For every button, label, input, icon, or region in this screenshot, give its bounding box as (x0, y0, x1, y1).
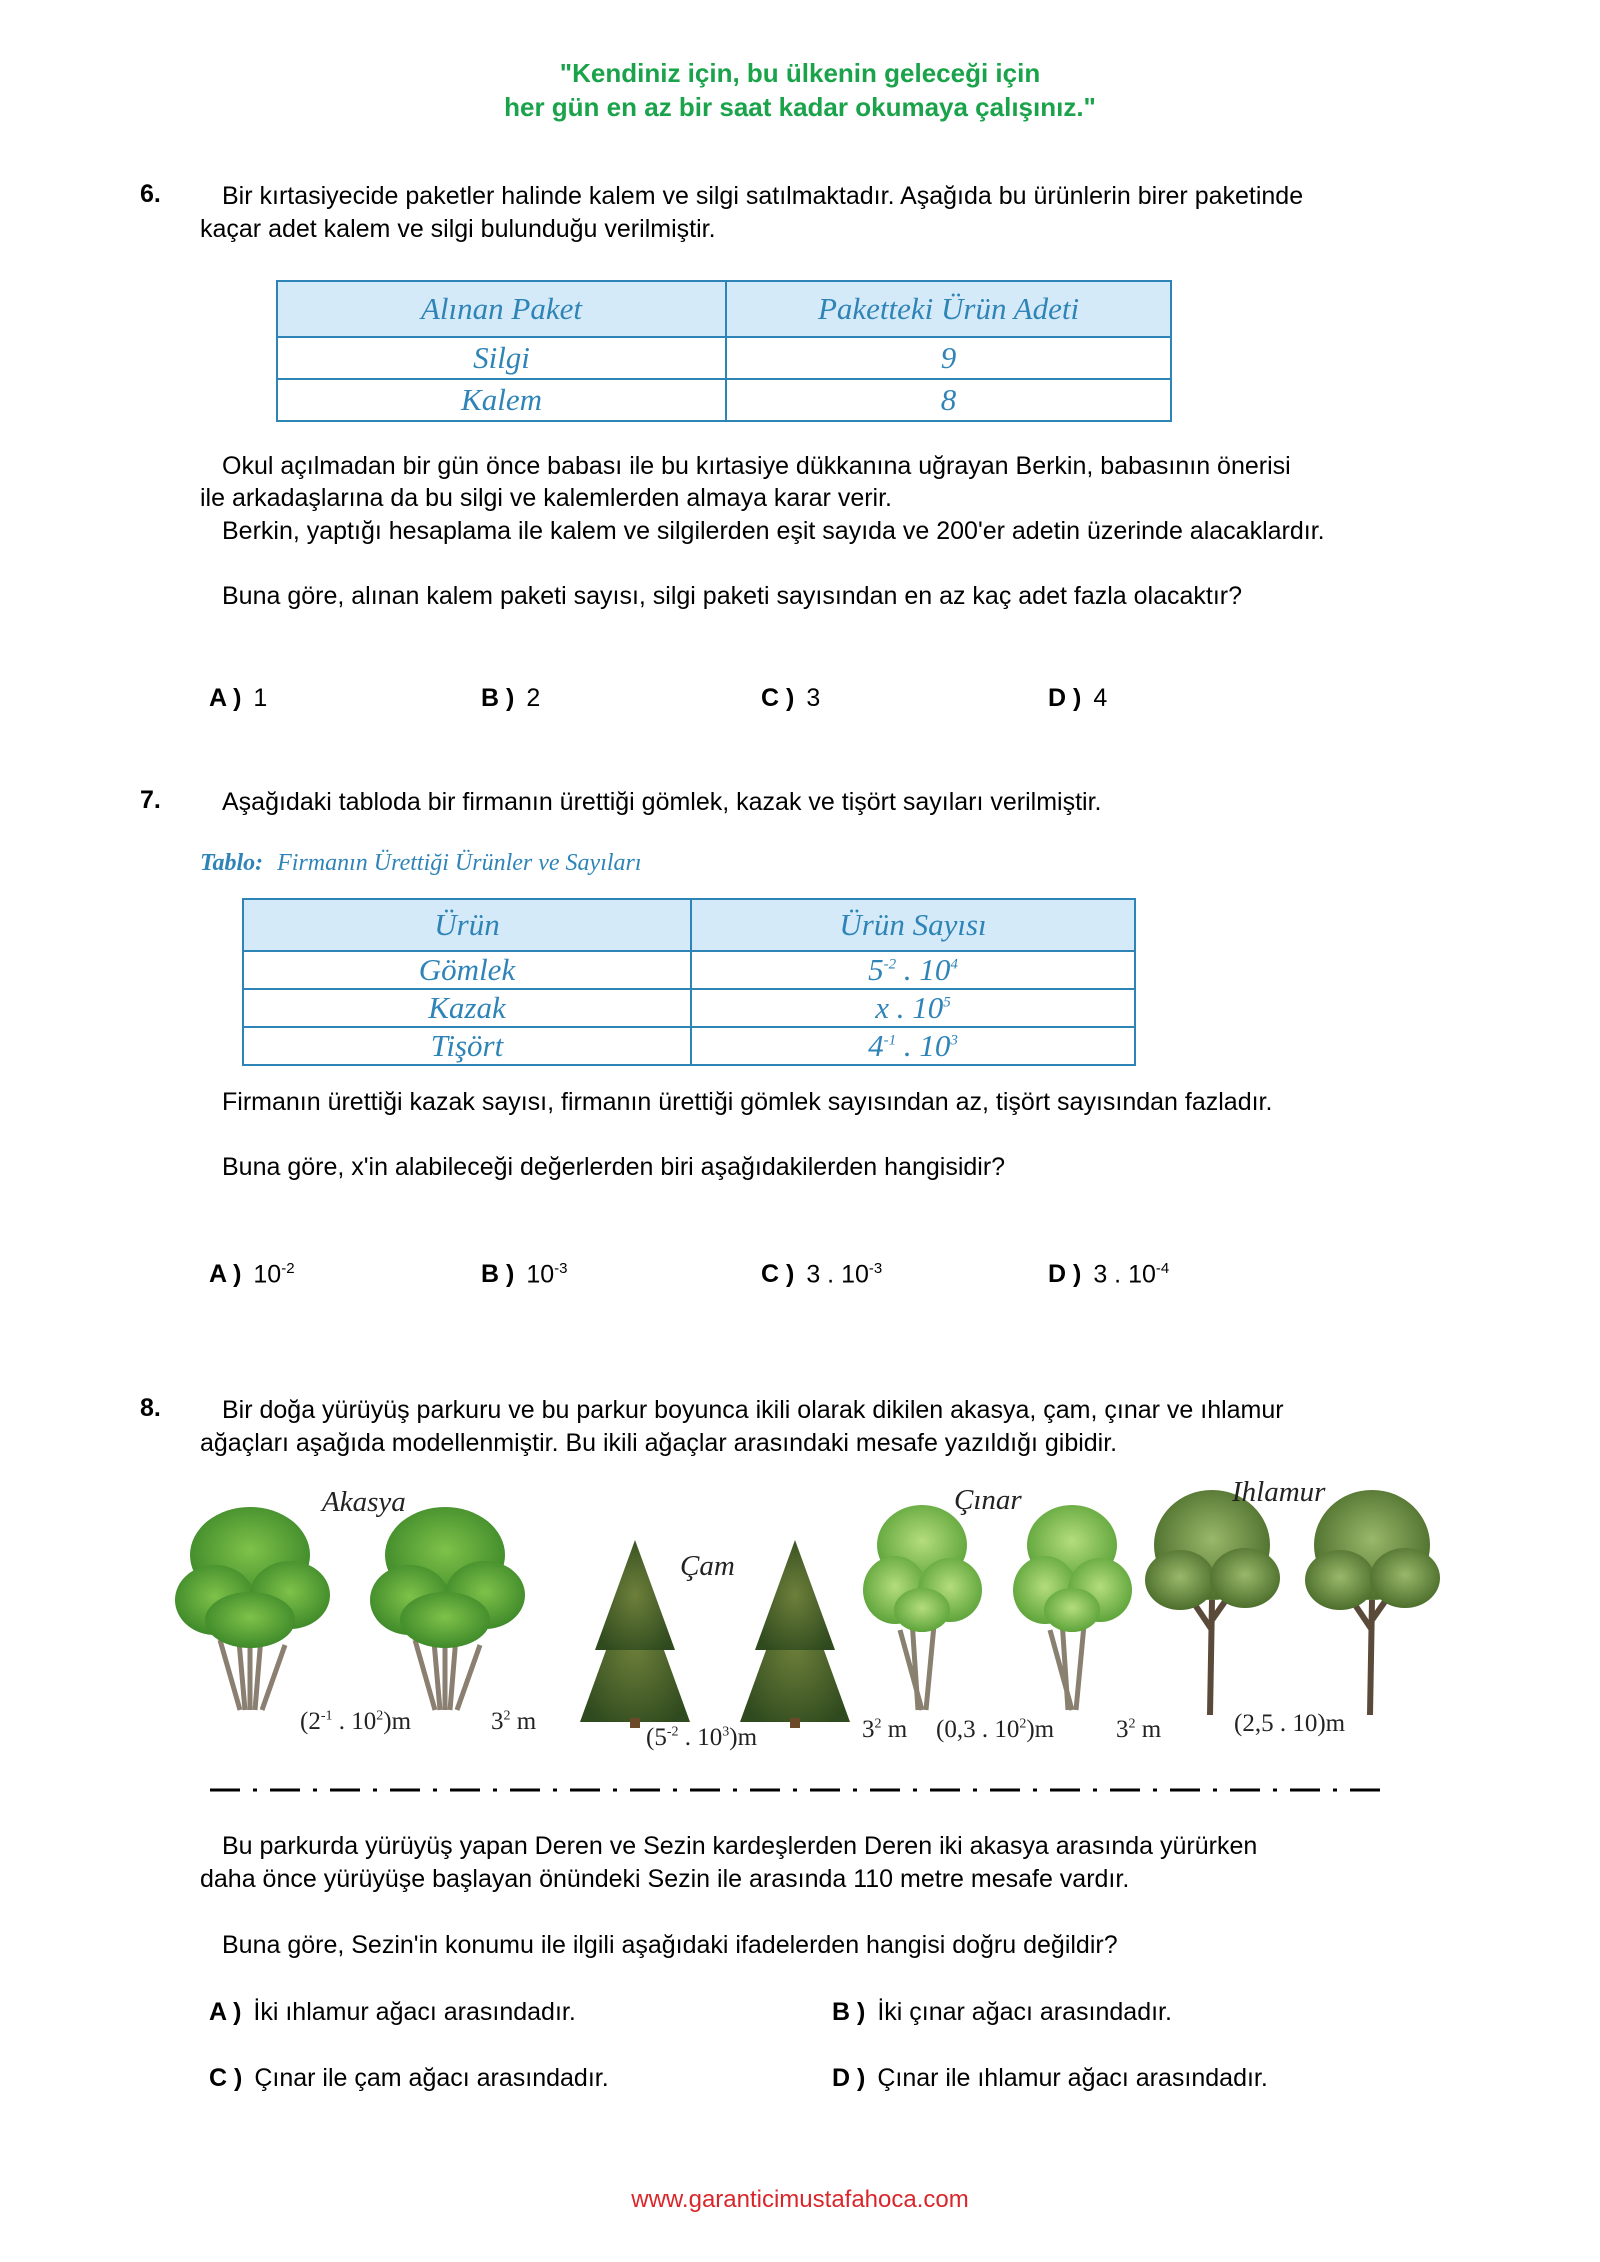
linden-tree-icon (1145, 1490, 1280, 1715)
option-a[interactable]: A ) İki ıhlamur ağacı arasındadır. (209, 1998, 576, 2026)
question-8-question: Buna göre, Sezin'in konumu ile ilgili aşağıdaki ifadelerden hangisi doğru değildir? (222, 1931, 1118, 1959)
table-row (243, 989, 1135, 1027)
acacia-tree-icon (370, 1507, 525, 1710)
option-d[interactable]: D ) Çınar ile ıhlamur ağacı arasındadır. (832, 2064, 1268, 2092)
question-8-number: 8. (140, 1394, 161, 1422)
option-b[interactable]: B ) 2 (481, 684, 541, 712)
table-row (243, 1027, 1135, 1065)
table-caption (200, 850, 642, 877)
table-cell: 9 (726, 337, 1171, 379)
question-6-question: Buna göre, alınan kalem paketi sayısı, silgi paketi sayısından en az kaç adet fazla olacaktır? (222, 582, 1243, 610)
question-8-intro-1: Bir doğa yürüyüş parkuru ve bu parkur boyunca ikili olarak dikilen akasya, çam, çınar ve ıhlamur (222, 1396, 1284, 1424)
distance-label: (0,3 . $10^2)m$ (936, 1716, 1055, 1743)
question-6-intro-1: Bir kırtasiyecide paketler halinde kalem ve silgi satılmaktadır. Aşağıda bu ürünlerin birer paketinde (222, 182, 1304, 210)
motto-line-2: her gün en az bir saat kadar okumaya çalışınız." (504, 92, 1096, 122)
linden-tree-icon (1305, 1490, 1440, 1715)
table-header-cell: Paketteki Ürün Adeti (726, 281, 1171, 337)
question-8-intro-2: ağaçları aşağıda modellenmiştir. Bu ikili ağaçlar arasındaki mesafe yazıldığı gibidir. (200, 1429, 1118, 1457)
question-7-number: 7. (140, 786, 161, 814)
table-row (243, 951, 1135, 989)
table-cell: Silgi (277, 337, 726, 379)
question-6-intro-2: kaçar adet kalem ve silgi bulunduğu verilmiştir. (200, 215, 716, 243)
pine-tree-icon (740, 1540, 850, 1728)
question-7-table (242, 898, 1136, 1066)
footer-website-link[interactable]: www.garanticimustafahoca.com (631, 2186, 969, 2213)
question-6-number: 6. (140, 180, 161, 208)
table-row (277, 379, 1171, 421)
question-7-intro: Aşağıdaki tabloda bir firmanın ürettiği gömlek, kazak ve tişört sayıları verilmiştir. (222, 788, 1102, 816)
option-d[interactable]: D ) 3 . $10^{-4}$ (1048, 1260, 1170, 1289)
question-6-table (276, 280, 1172, 422)
table-cell: $5^{-2}$ . $10^4$ (691, 951, 1135, 989)
distance-label: ($5^{-2}$ . $10^3)m$ (646, 1724, 758, 1751)
table-header-cell: Alınan Paket (277, 281, 726, 337)
tree-label-ihlamur: Ihlamur (1232, 1476, 1326, 1508)
option-c[interactable]: C ) 3 (761, 684, 821, 712)
table-cell: Kalem (277, 379, 726, 421)
table-cell: $4^{-1}$ . $10^3$ (691, 1027, 1135, 1065)
question-7-body: Firmanın ürettiği kazak sayısı, firmanın ürettiği gömlek sayısından az, tişört sayısından fazladır. (222, 1088, 1273, 1116)
table-cell: Kazak (243, 989, 691, 1027)
distance-label: $3^2$ m (491, 1708, 537, 1735)
distance-label: $3^2$ m (862, 1716, 908, 1743)
table-header-cell: Ürün (243, 899, 691, 951)
table-cell: Gömlek (243, 951, 691, 989)
option-d[interactable]: D ) 4 (1048, 684, 1108, 712)
caption-text: Firmanın Ürettiği Ürünler ve Sayıları (277, 850, 642, 876)
tree-illustration (0, 1460, 1600, 1800)
distance-label: ($2^{-1}$ . $10^2)m$ (300, 1708, 412, 1735)
option-a[interactable]: A ) 1 (209, 684, 268, 712)
option-b[interactable]: B ) $10^{-3}$ (481, 1260, 568, 1289)
tree-label-cinar: Çınar (954, 1484, 1022, 1516)
table-header-cell: Ürün Sayısı (691, 899, 1135, 951)
question-6-body-3: Berkin, yaptığı hesaplama ile kalem ve silgilerden eşit sayıda ve 200'er adetin üzerinde alacaklardır. (222, 517, 1325, 545)
tree-label-cam: Çam (680, 1550, 735, 1582)
table-row (277, 337, 1171, 379)
option-a[interactable]: A ) $10^{-2}$ (209, 1260, 295, 1289)
distance-label: (2,5 . 10)m (1234, 1710, 1346, 1737)
question-7-question: Buna göre, x'in alabileceği değerlerden biri aşağıdakilerden hangisidir? (222, 1153, 1006, 1181)
caption-label: Tablo: (200, 850, 264, 876)
option-c[interactable]: C ) 3 . $10^{-3}$ (761, 1260, 883, 1289)
question-6-body-2: ile arkadaşlarına da bu silgi ve kalemlerden almaya karar verir. (200, 484, 892, 512)
tree-label-akasya: Akasya (322, 1486, 406, 1518)
option-c[interactable]: C ) Çınar ile çam ağacı arasındadır. (209, 2064, 609, 2092)
distance-label: $3^2$ m (1116, 1716, 1162, 1743)
option-b[interactable]: B ) İki çınar ağacı arasındadır. (832, 1998, 1172, 2026)
plane-tree-icon (863, 1505, 982, 1710)
motto-line-1: "Kendiniz için, bu ülkenin geleceği için (559, 58, 1041, 88)
table-cell: x . $10^5$ (691, 989, 1135, 1027)
pine-tree-icon (580, 1540, 690, 1728)
table-cell: Tişört (243, 1027, 691, 1065)
question-8-body-2: daha önce yürüyüşe başlayan önündeki Sezin ile arasında 110 metre mesafe vardır. (200, 1865, 1130, 1893)
question-8-body-1: Bu parkurda yürüyüş yapan Deren ve Sezin kardeşlerden Deren iki akasya arasında yürürken (222, 1832, 1258, 1860)
acacia-tree-icon (175, 1507, 330, 1710)
plane-tree-icon (1013, 1505, 1132, 1710)
table-cell: 8 (726, 379, 1171, 421)
question-6-body-1: Okul açılmadan bir gün önce babası ile bu kırtasiye dükkanına uğrayan Berkin, babasının önerisi (222, 452, 1291, 480)
